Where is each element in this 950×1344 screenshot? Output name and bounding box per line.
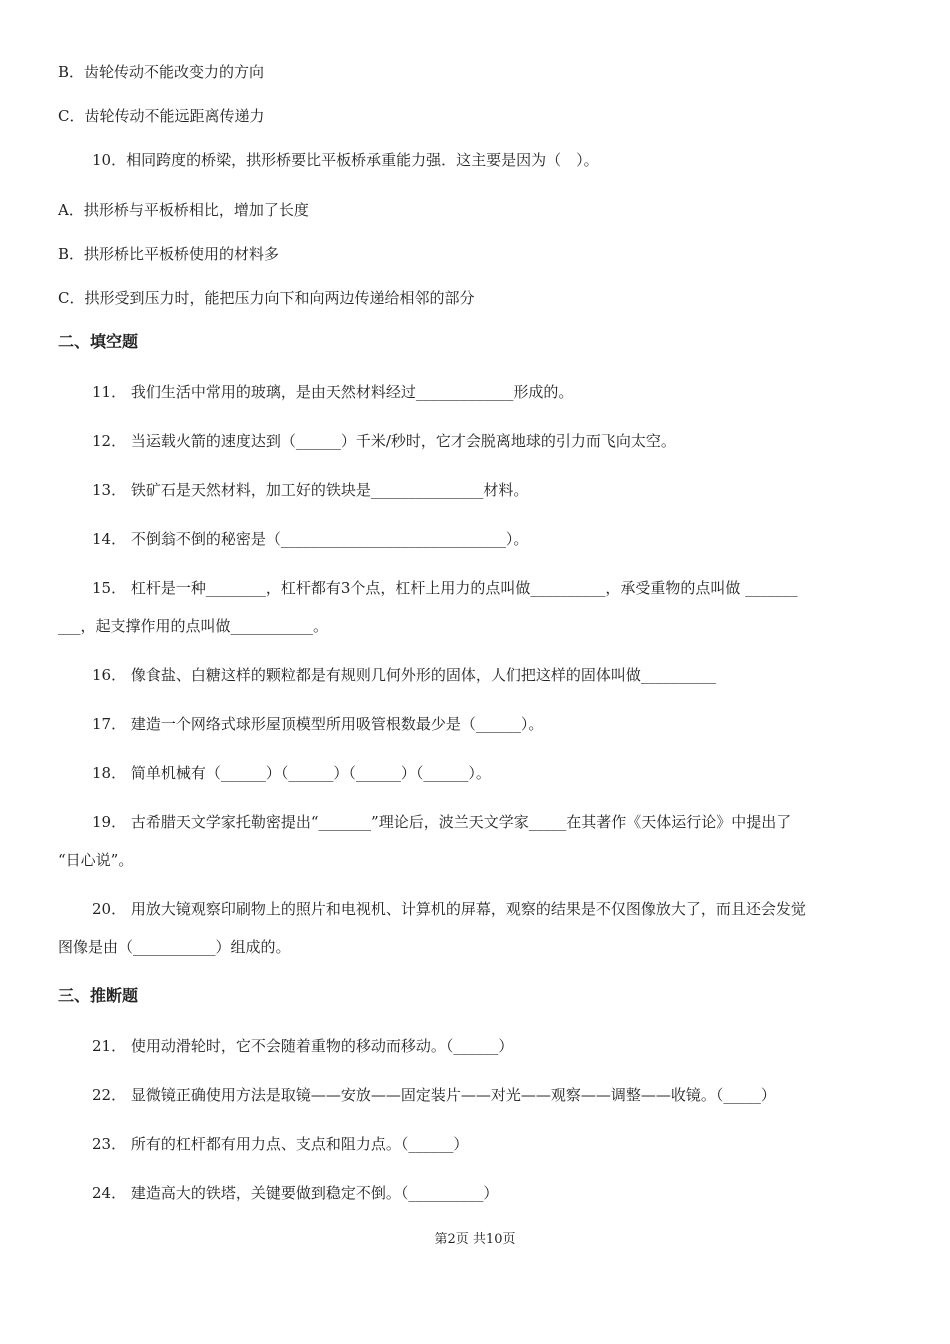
option-b-q9: B．齿轮传动不能改变力的方向 [58, 63, 265, 81]
question-24: 24． 建造高大的铁塔，关键要做到稳定不倒。（__________） [92, 1184, 499, 1202]
question-20-line2: 图像是由（___________）组成的。 [58, 938, 291, 956]
question-21: 21． 使用动滑轮时，它不会随着重物的移动而移动。（______） [92, 1037, 514, 1055]
question-18: 18． 简单机械有（______）（______）（______）（______）。 [92, 764, 491, 782]
question-20-line1: 20． 用放大镜观察印刷物上的照片和电视机、计算机的屏幕，观察的结果是不仅图像放大了，而且还会发觉 [92, 900, 806, 918]
question-22: 22． 显微镜正确使用方法是取镜——安放——固定装片——对光——观察——调整——收镜。（_____） [92, 1086, 776, 1104]
question-10: 10．相同跨度的桥梁，拱形桥要比平板桥承重能力强．这主要是因为（ ）。 [92, 151, 599, 169]
question-15-line2: ___，起支撑作用的点叫做___________。 [58, 617, 329, 635]
section-heading-fill-in: 二、填空题 [58, 332, 139, 351]
question-12: 12． 当运载火箭的速度达到（______）千米/秒时，它才会脱离地球的引力而飞向太空。 [92, 432, 676, 450]
option-a-q10: A．拱形桥与平板桥相比，增加了长度 [58, 201, 309, 219]
section-heading-judgement: 三、推断题 [58, 986, 139, 1005]
question-19-line1: 19． 古希腊天文学家托勒密提出“_______”理论后，波兰天文学家_____在其著作《天体运行论》中提出了 [92, 813, 792, 831]
question-11: 11． 我们生活中常用的玻璃，是由天然材料经过_____________形成的。 [92, 383, 574, 401]
question-16: 16． 像食盐、白糖这样的颗粒都是有规则几何外形的固体，人们把这样的固体叫做__________ [92, 666, 716, 684]
option-c-q10: C．拱形受到压力时，能把压力向下和向两边传递给相邻的部分 [58, 289, 475, 307]
question-14: 14． 不倒翁不倒的秘密是（______________________________）。 [92, 530, 529, 548]
question-23: 23． 所有的杠杆都有用力点、支点和阻力点。（______） [92, 1135, 469, 1153]
option-b-q10: B．拱形桥比平板桥使用的材料多 [58, 245, 280, 263]
option-c-q9: C．齿轮传动不能远距离传递力 [58, 107, 265, 125]
question-15-line1: 15． 杠杆是一种________，杠杆都有3个点，杠杆上用力的点叫做__________，承受重物的点叫做 _______ [92, 579, 798, 597]
question-17: 17． 建造一个网络式球形屋顶模型所用吸管根数最少是（______）。 [92, 715, 544, 733]
question-19-line2: “日心说”。 [58, 851, 134, 869]
page-footer: 第2页 共10页 [434, 1232, 516, 1247]
question-13: 13． 铁矿石是天然材料，加工好的铁块是_______________材料。 [92, 481, 529, 499]
